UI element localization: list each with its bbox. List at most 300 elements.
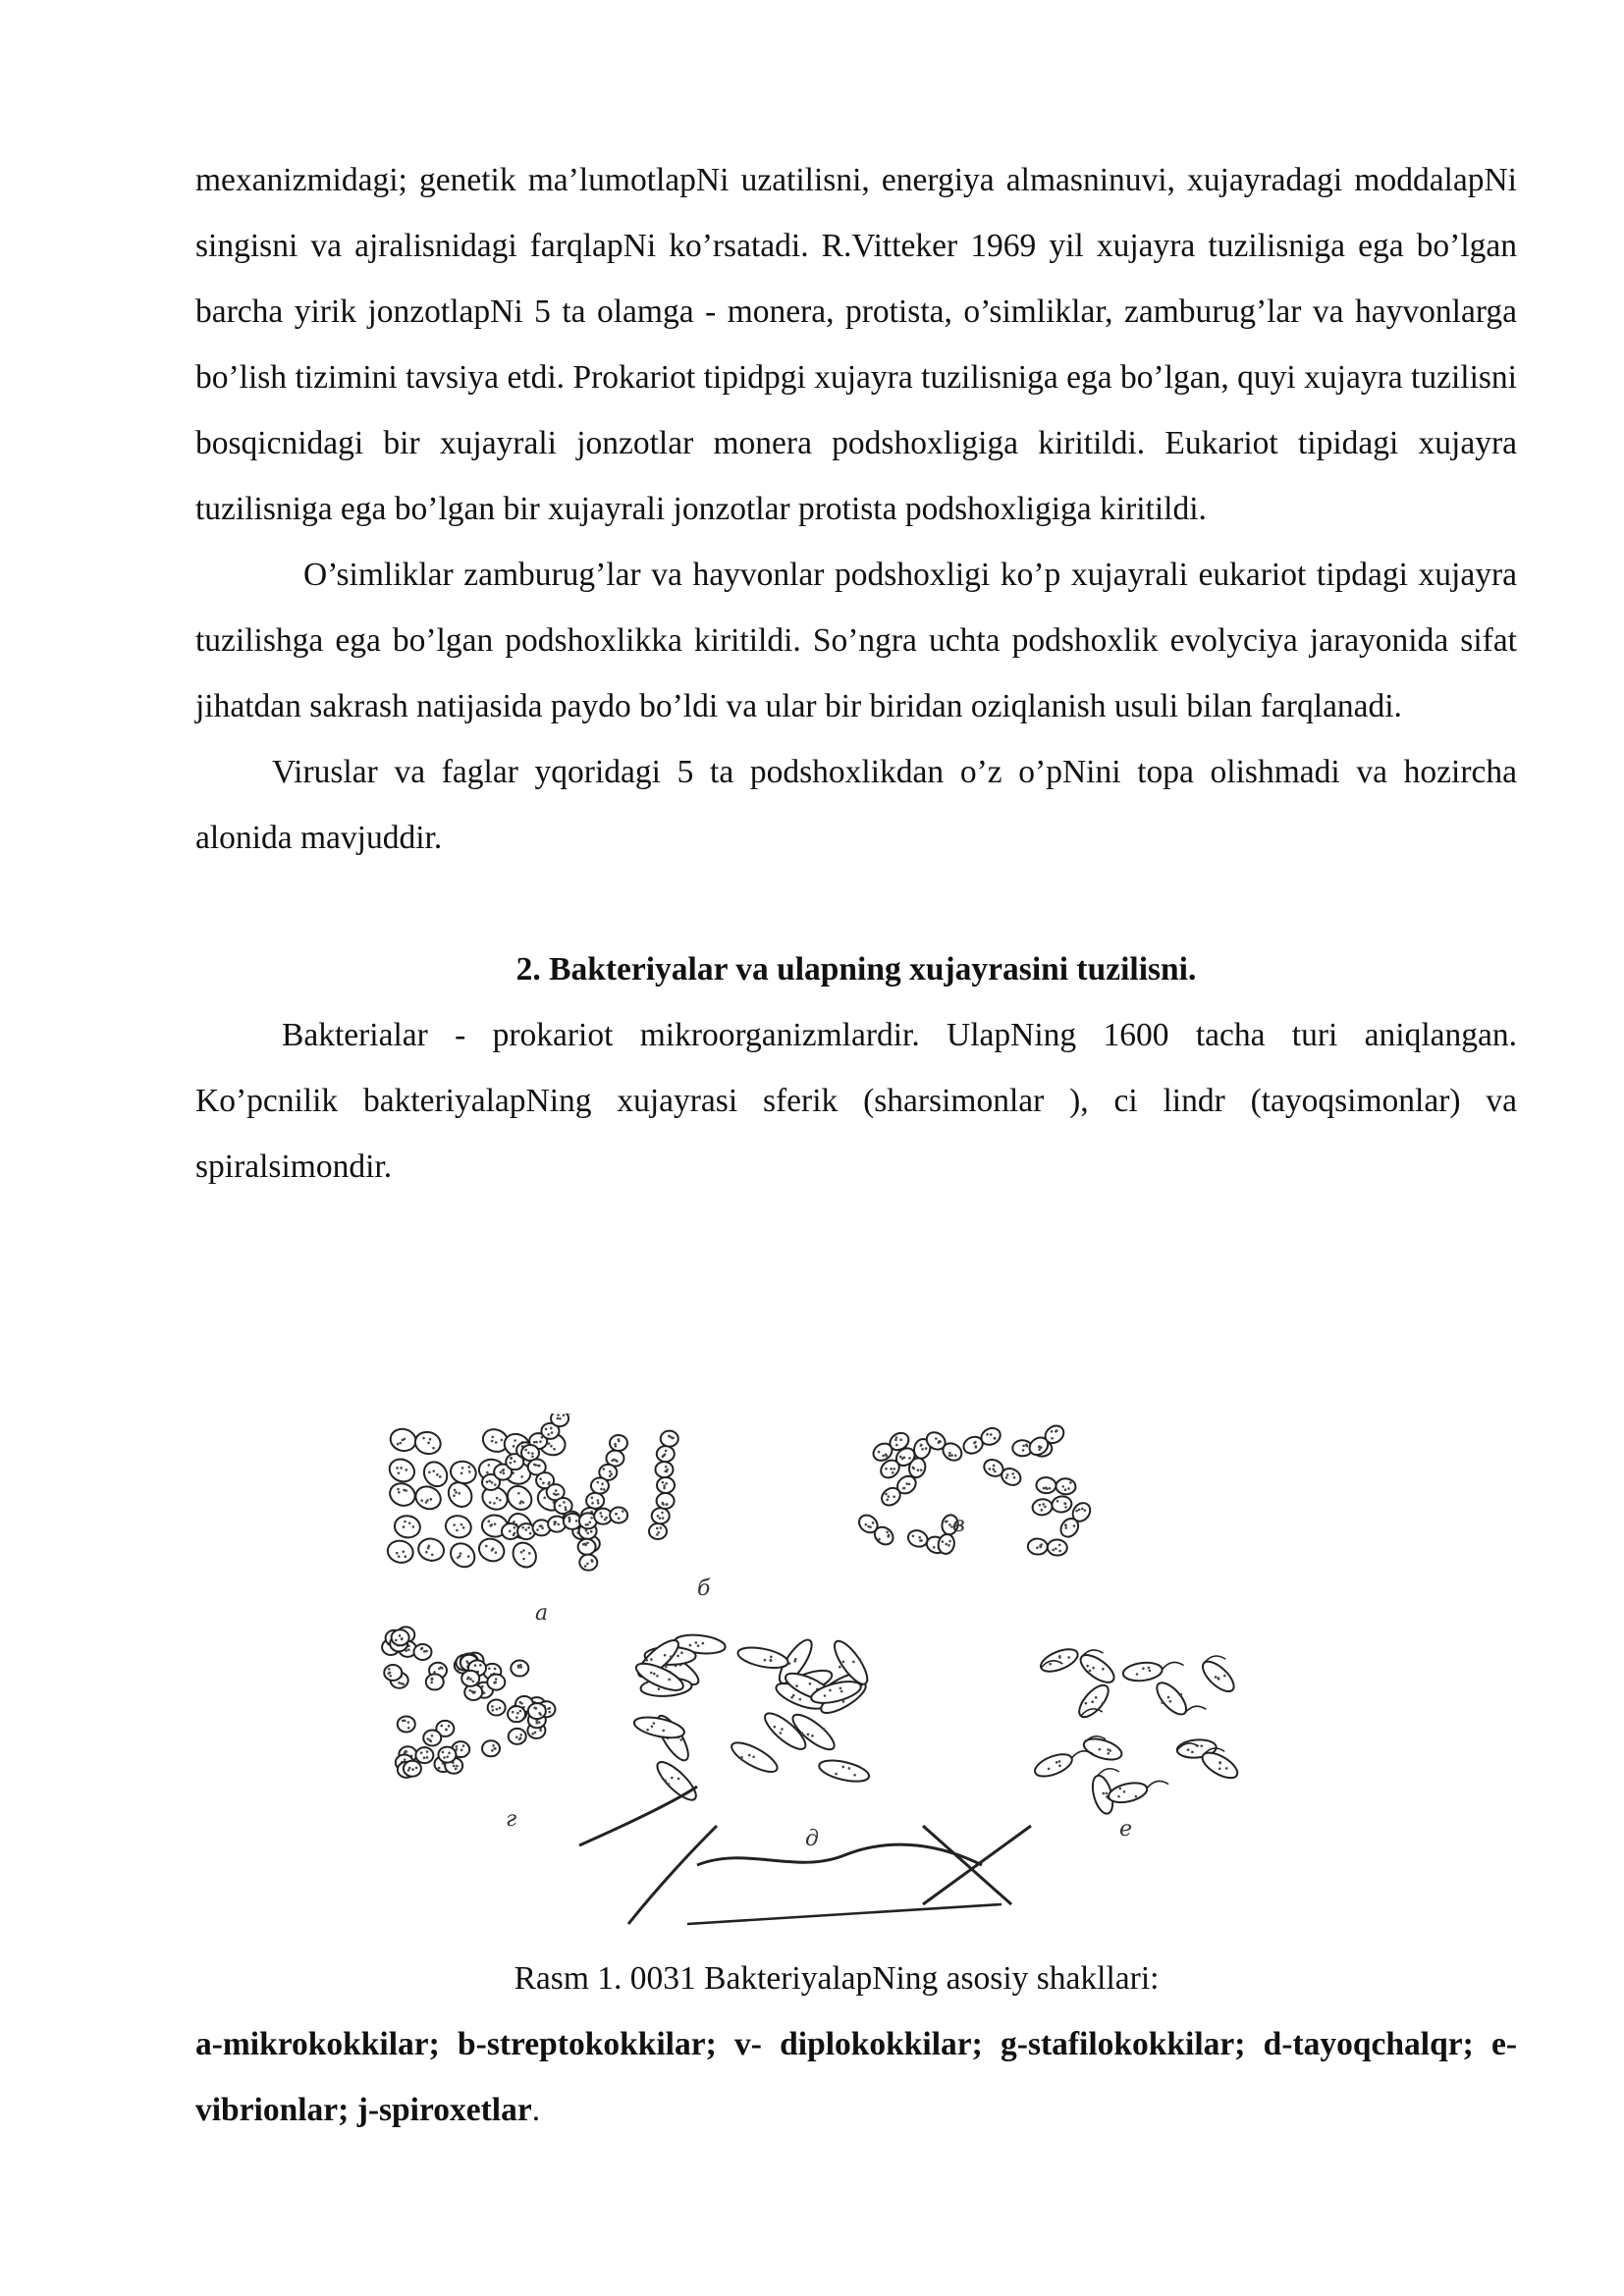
micrococcus-cell xyxy=(416,1536,446,1563)
cell-stipple xyxy=(396,1552,399,1555)
caption-legend xyxy=(195,2011,1517,2143)
cell-stipple xyxy=(663,1487,666,1490)
cell-stipple xyxy=(895,1444,898,1447)
cell-stipple xyxy=(479,1664,482,1667)
cell-stipple xyxy=(512,1711,514,1714)
cell-stipple xyxy=(974,1441,977,1444)
cell-stipple xyxy=(1089,1670,1092,1673)
cell-stipple xyxy=(425,1501,428,1504)
cell-stipple xyxy=(495,1551,498,1554)
cell-stipple xyxy=(659,1517,662,1520)
cell-stipple xyxy=(993,1465,996,1468)
cell-stipple xyxy=(1041,1509,1044,1512)
cell-stipple xyxy=(502,1468,505,1471)
cell-stipple xyxy=(886,1530,889,1533)
vibrio-flagellum xyxy=(1072,1751,1094,1758)
cell-stipple xyxy=(908,1457,911,1460)
cell-stipple xyxy=(455,1491,458,1494)
cell-stipple xyxy=(1063,1502,1066,1505)
cell-stipple xyxy=(407,1648,410,1651)
cell-stipple xyxy=(893,1495,895,1498)
cell-stipple xyxy=(920,1444,923,1447)
cell-stipple xyxy=(500,1470,503,1473)
cell-stipple xyxy=(668,1435,671,1438)
cell-stipple xyxy=(1218,1762,1221,1765)
cell-stipple xyxy=(1052,1549,1055,1552)
cell-stipple xyxy=(509,1529,512,1532)
cell-stipple xyxy=(539,1440,542,1443)
cell-stipple xyxy=(666,1503,669,1506)
cell-stipple xyxy=(412,1525,415,1528)
cell-stipple xyxy=(397,1443,400,1446)
cell-stipple xyxy=(440,1666,443,1669)
cell-stipple xyxy=(899,1456,902,1459)
cell-stipple xyxy=(656,1675,659,1678)
cell-stipple xyxy=(697,1644,700,1647)
section-heading: 2. Bakteriyalar va ulapning xujayrasini tuzilisni. xyxy=(515,951,1197,988)
cell-stipple xyxy=(425,1650,428,1653)
vibrio-cell xyxy=(1038,1645,1081,1677)
cell-stipple xyxy=(491,1440,494,1443)
cell-stipple xyxy=(1043,1487,1046,1490)
cell-stipple xyxy=(534,1732,537,1735)
cell-stipple xyxy=(582,1543,585,1546)
cell-stipple xyxy=(460,1749,463,1752)
streptococcus-cell xyxy=(652,1508,670,1523)
cell-stipple xyxy=(811,1735,814,1737)
cell-stipple xyxy=(398,1471,401,1474)
cell-stipple xyxy=(878,1451,881,1454)
spirochete-filament xyxy=(923,1826,1011,1904)
cell-stipple xyxy=(1086,1665,1089,1668)
cell-stipple xyxy=(615,1513,618,1516)
cell-stipple xyxy=(431,1679,434,1682)
cell-stipple xyxy=(518,1701,521,1704)
cell-stipple xyxy=(842,1661,845,1664)
cell-stipple xyxy=(591,1502,594,1505)
cell-stipple xyxy=(1117,1795,1120,1798)
cell-stipple xyxy=(407,1721,410,1724)
cell-stipple xyxy=(948,1455,951,1458)
cell-stipple xyxy=(395,1639,398,1642)
cell-stipple xyxy=(550,1445,553,1448)
cell-stipple xyxy=(657,1531,660,1534)
cell-stipple xyxy=(764,1659,767,1662)
cell-stipple xyxy=(622,1510,624,1513)
cell-stipple xyxy=(1078,1509,1081,1512)
cell-stipple xyxy=(430,1682,433,1684)
cell-stipple xyxy=(618,1517,621,1520)
cell-stipple xyxy=(603,1488,606,1491)
vibrio-cell xyxy=(1107,1780,1149,1806)
cell-stipple xyxy=(1038,1448,1041,1451)
cell-stipple xyxy=(488,1667,491,1670)
cell-stipple xyxy=(1223,1675,1226,1678)
cell-stipple xyxy=(781,1728,784,1731)
cell-stipple xyxy=(401,1682,404,1685)
cell-stipple xyxy=(1022,1444,1025,1447)
cell-stipple xyxy=(584,1544,587,1547)
cell-stipple xyxy=(1075,1510,1078,1513)
figure-caption xyxy=(195,1946,1517,2143)
cell-stipple xyxy=(538,1712,541,1715)
cell-stipple xyxy=(947,1544,950,1547)
cell-stipple xyxy=(740,1756,743,1759)
cell-stipple xyxy=(420,1499,423,1502)
cell-stipple xyxy=(431,1554,434,1557)
cell-stipple xyxy=(522,1549,525,1552)
cell-stipple xyxy=(460,1552,462,1555)
cell-stipple xyxy=(421,1647,424,1650)
cell-stipple xyxy=(1058,1550,1061,1553)
cell-stipple xyxy=(553,1448,556,1451)
cell-stipple xyxy=(1200,1744,1203,1747)
cell-stipple xyxy=(1025,1444,1028,1447)
vibrio-cell xyxy=(1032,1750,1075,1781)
cell-stipple xyxy=(584,1565,587,1568)
cell-stipple xyxy=(1049,1487,1052,1490)
cell-stipple xyxy=(1044,1506,1047,1509)
cell-stipple xyxy=(661,1512,664,1515)
streptococcus-cell xyxy=(610,1507,627,1522)
cell-stipple xyxy=(1191,1751,1194,1754)
cell-stipple xyxy=(588,1521,591,1523)
panel-label: г xyxy=(506,1807,517,1832)
cell-stipple xyxy=(559,1505,562,1508)
cell-stipple xyxy=(656,1527,659,1530)
cell-stipple xyxy=(389,1675,392,1678)
cell-stipple xyxy=(426,1499,429,1502)
cell-stipple xyxy=(662,1517,665,1520)
cell-stipple xyxy=(548,1481,551,1484)
cell-stipple xyxy=(865,1523,868,1526)
cell-stipple xyxy=(531,1452,534,1455)
cell-stipple xyxy=(405,1555,407,1558)
cell-stipple xyxy=(1099,1748,1102,1751)
cell-stipple xyxy=(1058,1544,1061,1547)
cell-stipple xyxy=(536,1528,539,1531)
cell-stipple xyxy=(878,1538,881,1541)
cell-stipple xyxy=(948,1540,951,1543)
panel-label: в xyxy=(952,1513,965,1537)
cell-stipple xyxy=(1055,1430,1057,1433)
cell-stipple xyxy=(1148,1667,1151,1670)
cell-stipple xyxy=(665,1450,668,1453)
cell-stipple xyxy=(1011,1472,1014,1475)
cell-stipple xyxy=(488,1479,491,1482)
cell-stipple xyxy=(568,1520,571,1522)
cell-stipple xyxy=(1167,1696,1170,1699)
cell-stipple xyxy=(920,1468,923,1471)
cell-stipple xyxy=(520,1666,523,1669)
cell-stipple xyxy=(902,1487,905,1490)
cell-stipple xyxy=(894,1439,897,1442)
cell-stipple xyxy=(1051,1430,1054,1433)
cell-stipple xyxy=(405,1468,407,1471)
cell-stipple xyxy=(411,1768,414,1771)
cell-stipple xyxy=(908,1483,911,1486)
cell-stipple xyxy=(445,1729,448,1732)
cell-stipple xyxy=(609,1474,612,1477)
paragraph-1: mexanizmidagi; genetik ma’lumotlapNi uzatilisni, energiya almasninuvi, xujayradagi moddalapNi singisni va ajralisnidagi farqlapNi ko’rsatadi. R.Vitteker 1969 yil xujayra tuzilisniga ega bo’lgan barcha yirik jonzotlapNi 5 ta olamga - monera, protista, o’simliklar, zamburug’lar va hayvonlarga bo’lish tizimini tavsiya etdi. Prokariot tipidpgi xujayra tuzilisniga ega bo’lgan, quyi xujayra tuzilisni bosqicnidagi bir xujayrali jonzotlar monera podshoxligiga kiritildi. Eukariot tipidagi xujayra tuzilisniga ega bo’lgan bir xujayrali jonzotlar protista podshoxligiga kiritildi. xyxy=(195,162,1517,527)
cell-stipple xyxy=(548,1711,551,1714)
cell-stipple xyxy=(436,1473,439,1476)
cell-stipple xyxy=(664,1654,667,1657)
cell-stipple xyxy=(510,1458,513,1461)
cell-stipple xyxy=(514,1439,516,1442)
cell-stipple xyxy=(521,1526,524,1529)
staphylococcus-cell xyxy=(423,1730,441,1745)
cell-stipple xyxy=(527,1452,530,1455)
cell-stipple xyxy=(432,1469,435,1472)
cell-stipple xyxy=(455,1768,458,1771)
cell-stipple xyxy=(824,1694,827,1697)
cell-stipple xyxy=(555,1521,558,1523)
cell-stipple xyxy=(519,1664,522,1667)
vibrio-flagellum xyxy=(1184,1706,1206,1713)
cell-stipple xyxy=(925,1447,928,1450)
cell-stipple xyxy=(946,1520,948,1522)
cell-stipple xyxy=(1056,1761,1058,1764)
spirochete-filament xyxy=(923,1826,1031,1904)
cell-stipple xyxy=(1106,1792,1109,1795)
cell-stipple xyxy=(433,1671,436,1674)
cell-stipple xyxy=(538,1721,541,1724)
cell-stipple xyxy=(600,1488,603,1491)
cell-stipple xyxy=(565,1506,568,1509)
cell-stipple xyxy=(520,1475,523,1478)
cell-stipple xyxy=(515,1716,518,1719)
panel-label: е xyxy=(1119,1817,1133,1842)
staphylococcus-cell xyxy=(415,1747,433,1763)
cell-stipple xyxy=(867,1525,870,1528)
cell-stipple xyxy=(679,1738,682,1741)
cell-stipple xyxy=(1073,1524,1076,1527)
cell-stipple xyxy=(453,1523,456,1526)
staphylococcus-cell xyxy=(508,1706,525,1722)
cell-stipple xyxy=(1038,1445,1041,1448)
cell-stipple xyxy=(397,1488,400,1491)
cell-stipple xyxy=(467,1555,470,1558)
cell-stipple xyxy=(401,1637,404,1640)
cell-stipple xyxy=(404,1758,406,1761)
cell-stipple xyxy=(809,1682,812,1685)
cell-stipple xyxy=(663,1484,666,1487)
caption-legend-text: a-mikrokokkilar; b-streptokokkilar; v- diplokokkilar; g-stafilokokkilar; d-tayoqchalqr; e-vibrionlar; j-spiroxetlar xyxy=(195,2026,1517,2128)
cell-stipple xyxy=(790,1696,793,1699)
cell-stipple xyxy=(565,1509,568,1512)
cell-stipple xyxy=(839,1687,842,1690)
cell-stipple xyxy=(494,1668,497,1671)
streptococcus-cell xyxy=(655,1462,673,1477)
cell-stipple xyxy=(1064,1488,1067,1491)
spirochete-filament xyxy=(628,1826,717,1924)
cell-stipple xyxy=(1142,1667,1145,1670)
cell-stipple xyxy=(912,1468,915,1470)
cell-stipple xyxy=(524,1449,527,1452)
cell-stipple xyxy=(389,1672,392,1675)
cell-stipple xyxy=(448,1751,451,1754)
cell-stipple xyxy=(494,1522,497,1525)
cell-stipple xyxy=(550,1427,553,1430)
cell-stipple xyxy=(501,1439,504,1442)
cell-stipple xyxy=(601,1516,604,1519)
cell-stipple xyxy=(516,1712,519,1715)
cell-stipple xyxy=(1119,1788,1122,1790)
cell-stipple xyxy=(398,1491,401,1494)
cell-stipple xyxy=(586,1563,589,1566)
cell-stipple xyxy=(496,1708,499,1711)
cell-stipple xyxy=(586,1532,589,1535)
staphylococcus-cell xyxy=(384,1665,402,1681)
cell-stipple xyxy=(885,1468,888,1470)
cell-stipple xyxy=(938,1441,941,1444)
cell-stipple xyxy=(407,1769,410,1772)
cell-stipple xyxy=(404,1521,406,1523)
cell-stipple xyxy=(494,1682,497,1684)
cell-stipple xyxy=(535,1441,538,1444)
cell-stipple xyxy=(839,1666,841,1669)
cell-stipple xyxy=(403,1489,406,1492)
cell-stipple xyxy=(423,1650,426,1653)
cell-stipple xyxy=(662,1481,665,1484)
cell-stipple xyxy=(901,1458,904,1461)
cell-stipple xyxy=(491,1749,494,1752)
cell-stipple xyxy=(954,1454,957,1457)
cell-stipple xyxy=(408,1767,411,1770)
cell-stipple xyxy=(563,1414,566,1416)
cell-stipple xyxy=(886,1455,889,1458)
cell-stipple xyxy=(948,1523,951,1526)
staphylococcus-cell xyxy=(398,1716,415,1732)
cell-stipple xyxy=(563,1501,566,1504)
cell-stipple xyxy=(551,1431,554,1434)
staphylococcus-cell xyxy=(528,1703,546,1719)
cell-stipple xyxy=(454,1489,457,1492)
cell-stipple xyxy=(948,1452,951,1455)
cell-stipple xyxy=(752,1755,755,1758)
cell-stipple xyxy=(858,1658,861,1661)
cell-stipple xyxy=(438,1767,441,1770)
cell-stipple xyxy=(942,1540,945,1543)
cell-stipple xyxy=(446,1755,449,1758)
cell-stipple xyxy=(950,1454,953,1457)
streptococcus-cell xyxy=(657,1477,675,1493)
cell-stipple xyxy=(994,1437,997,1440)
cell-stipple xyxy=(407,1727,410,1730)
cell-stipple xyxy=(603,1468,606,1470)
streptococcus-cell xyxy=(578,1539,596,1555)
cell-stipple xyxy=(426,1756,429,1759)
cell-stipple xyxy=(599,1512,602,1515)
bacillus-cell xyxy=(817,1757,871,1786)
cell-stipple xyxy=(618,1438,621,1441)
streptococcus-cell xyxy=(586,1493,604,1509)
cell-stipple xyxy=(443,1756,446,1759)
vibrio-flagellum xyxy=(1098,1769,1119,1776)
paragraph-2: O’simliklar zamburug’lar va hayvonlar podshoxligi ko’p xujayrali eukariot tipdagi xujayra tuzilishga ega bo’lgan podshoxlikka kiritildi. So’ngra uchta podshoxlik evolyciya jarayonida sifat jihatdan sakrash natijasida paydo bo’ldi va ular bir biridan oziqlanish usuli bilan farqlanadi. xyxy=(195,557,1517,724)
cell-stipple xyxy=(807,1734,810,1736)
cell-stipple xyxy=(609,1470,612,1473)
cell-stipple xyxy=(1051,1437,1054,1440)
staphylococcus-cell xyxy=(426,1674,444,1689)
cell-stipple xyxy=(456,1765,459,1768)
staphylococcus-cell xyxy=(488,1700,506,1716)
cell-stipple xyxy=(1006,1473,1009,1476)
cell-stipple xyxy=(471,1680,474,1682)
cell-stipple xyxy=(1058,1765,1061,1768)
cell-stipple xyxy=(453,1494,456,1497)
cell-stipple xyxy=(442,1751,445,1754)
cell-stipple xyxy=(819,1682,822,1684)
micrococcus-cell xyxy=(386,1538,416,1566)
cell-stipple xyxy=(1084,1509,1087,1512)
cell-stipple xyxy=(657,1515,660,1518)
cell-stipple xyxy=(1225,1767,1228,1770)
cell-stipple xyxy=(545,1427,548,1430)
cell-stipple xyxy=(650,1672,653,1675)
cell-stipple xyxy=(872,1522,875,1524)
cell-stipple xyxy=(653,1673,656,1676)
cell-stipple xyxy=(543,1496,546,1499)
cell-stipple xyxy=(887,1495,890,1498)
cell-stipple xyxy=(535,1707,538,1710)
caption-title: Rasm 1. 0031 BakteriyalapNing asosiy shakllari: xyxy=(514,1960,1160,1997)
micrococcus-cell xyxy=(446,1538,479,1572)
cell-stipple xyxy=(852,1661,855,1664)
cell-stipple xyxy=(441,1725,444,1728)
cell-stipple xyxy=(886,1499,889,1502)
cell-stipple xyxy=(529,1532,532,1535)
cell-stipple xyxy=(557,1417,560,1420)
cell-stipple xyxy=(513,1445,515,1448)
cell-stipple xyxy=(917,1468,920,1471)
cell-stipple xyxy=(935,1437,938,1440)
cell-stipple xyxy=(769,1659,772,1662)
cell-stipple xyxy=(531,1455,534,1458)
cell-stipple xyxy=(895,1436,898,1439)
cell-stipple xyxy=(425,1551,428,1554)
cell-stipple xyxy=(912,1534,915,1537)
diplococcus-cell xyxy=(1036,1477,1056,1494)
cell-stipple xyxy=(887,1535,890,1538)
cell-stipple xyxy=(1067,1656,1070,1659)
spirochete-filament xyxy=(697,1844,982,1865)
cell-stipple xyxy=(1013,1476,1016,1479)
cell-stipple xyxy=(448,1725,451,1728)
cell-stipple xyxy=(1022,1449,1025,1452)
cell-stipple xyxy=(1136,1673,1139,1676)
spirochete-filament xyxy=(687,1904,1001,1924)
cell-stipple xyxy=(1161,1701,1164,1704)
cell-stipple xyxy=(1149,1670,1152,1673)
cell-stipple xyxy=(553,1523,556,1526)
diplococcus-cell xyxy=(1051,1495,1072,1514)
cell-stipple xyxy=(677,1655,679,1658)
cell-stipple xyxy=(585,1529,588,1532)
cell-stipple xyxy=(670,1655,673,1658)
cell-stipple xyxy=(399,1634,402,1637)
cell-stipple xyxy=(468,1470,471,1473)
cell-stipple xyxy=(905,1482,908,1485)
bacteria-shapes-figure xyxy=(373,1414,1257,1944)
cell-stipple xyxy=(658,1687,661,1690)
diplococcus-cell xyxy=(1047,1539,1067,1556)
cell-stipple xyxy=(460,1523,463,1526)
cell-stipple xyxy=(487,1520,490,1522)
cell-stipple xyxy=(1040,1546,1043,1549)
cell-stipple xyxy=(590,1530,593,1533)
